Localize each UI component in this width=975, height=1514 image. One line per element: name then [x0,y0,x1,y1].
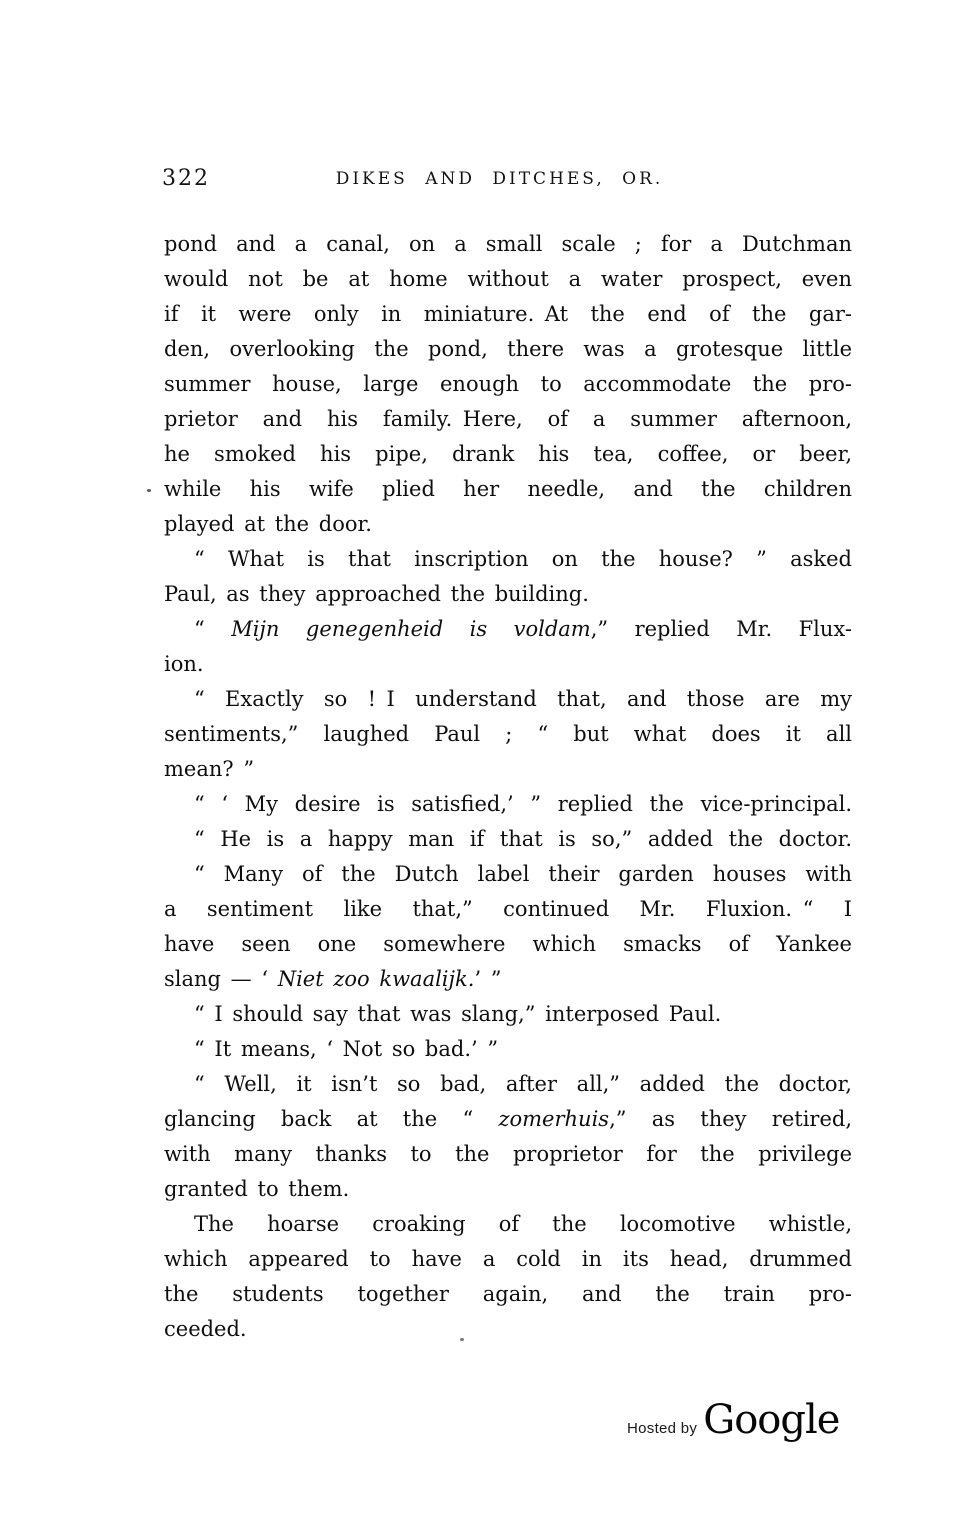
text-line: which appeared to have a cold in its head, drummed [164,1247,852,1271]
text-line: prietor and his family. Here, of a summer afternoon, [164,407,852,431]
paragraph [164,682,852,787]
text-line: have seen one somewhere which smacks of Yankee [164,932,852,956]
page-number: 322 [162,166,210,191]
text-line: the students together again, and the train pro- [164,1282,852,1306]
paragraph [164,227,852,542]
paragraph [164,857,852,997]
text-line: Paul, as they approached the building. [164,582,589,606]
running-header-title: DIKES AND DITCHES, OR. [335,169,664,189]
text-line: “ He is a happy man if that is so,” added the doctor. [194,827,852,851]
text-line: with many thanks to the proprietor for the privilege [164,1142,852,1166]
text-line: “ Exactly so ! I understand that, and those are my [194,687,852,711]
hosted-by-label: Hosted by [627,1420,698,1437]
text-line: granted to them. [164,1177,350,1201]
text-line: “ Mijn genegenheid is voldam,” replied Mr. Flux- [194,617,852,641]
paragraph [164,1207,852,1347]
text-line: would not be at home without a water prospect, even [164,267,852,291]
paragraph [164,1067,852,1207]
text-line: slang — ‘ Niet zoo kwaalijk.’ ” [164,967,502,991]
paragraph [164,997,852,1032]
text-line: ceeded. [164,1317,247,1341]
paragraph [164,787,852,822]
paragraph [164,612,852,682]
text-line: The hoarse croaking of the locomotive whistle, [194,1212,852,1236]
text-line: “ Many of the Dutch label their garden houses with [194,862,852,886]
text-line: pond and a canal, on a small scale ; for a Dutchman [164,232,852,256]
text-line: a sentiment like that,” continued Mr. Fluxion. “ I [164,897,852,921]
text-line: glancing back at the “ zomerhuis,” as they retired, [164,1107,852,1131]
text-line: while his wife plied her needle, and the children [164,477,852,501]
scan-speck [460,1338,464,1341]
text-line: “ ‘ My desire is satisfied,’ ” replied the vice-principal. [194,792,852,816]
scan-speck [147,489,151,492]
text-line: “ What is that inscription on the house? ” asked [194,547,852,571]
paragraph [164,542,852,612]
page-body [164,227,852,1347]
text-line: if it were only in miniature. At the end of the gar- [164,302,852,326]
google-credit [627,1397,840,1443]
text-line: “ I should say that was slang,” interposed Paul. [194,1002,722,1026]
google-logo: Google [703,1397,840,1443]
text-line: sentiments,” laughed Paul ; “ but what does it all [164,722,852,746]
text-line: mean? ” [164,757,255,781]
text-line: ion. [164,652,204,676]
text-line: he smoked his pipe, drank his tea, coffee, or beer, [164,442,852,466]
paragraph [164,1032,852,1067]
text-line: played at the door. [164,512,372,536]
text-line: “ Well, it isn’t so bad, after all,” added the doctor, [194,1072,852,1096]
text-line: summer house, large enough to accommodate the pro- [164,372,852,396]
text-line: den, overlooking the pond, there was a grotesque little [164,337,852,361]
paragraph [164,822,852,857]
text-line: “ It means, ‘ Not so bad.’ ” [194,1037,499,1061]
